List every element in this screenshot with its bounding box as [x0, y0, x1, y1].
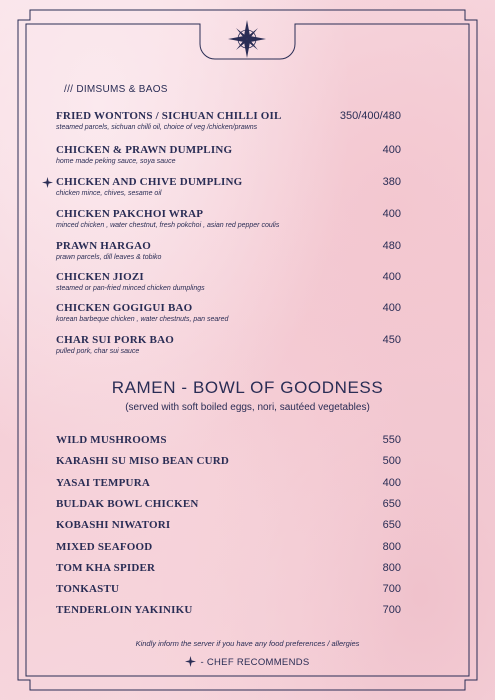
menu-item-description: korean barbeque chicken , water chestnuts, pan seared [56, 316, 229, 323]
chef-legend-text: - CHEF RECOMMENDS [200, 657, 310, 668]
menu-item [56, 334, 401, 357]
ramen-item [56, 541, 401, 555]
menu-item-description: prawn parcels, dill leaves & tobiko [56, 254, 162, 261]
ramen-item-price: 550 [382, 434, 401, 446]
ramen-item [56, 519, 401, 533]
menu-item-name: CHICKEN PAKCHOI WRAP [56, 208, 204, 220]
menu-item-name: CHICKEN AND CHIVE DUMPLING [56, 176, 243, 188]
ramen-item-name: TENDERLOIN YAKINIKU [56, 604, 193, 617]
menu-item-name: CHICKEN GOGIGUI BAO [56, 302, 193, 314]
menu-item-price: 480 [382, 240, 401, 252]
menu-item-name: CHAR SUI PORK BAO [56, 334, 174, 346]
allergy-note: Kindly inform the server if you have any food preferences / allergies [135, 639, 360, 648]
menu-item-description: steamed or pan-fried minced chicken dumplings [56, 285, 205, 292]
menu-item-description: pulled pork, char sui sauce [56, 348, 140, 355]
section-label-dimsums: /// DIMSUMS & BAOS [64, 84, 168, 95]
menu-item-price: 400 [382, 271, 401, 283]
ramen-item-name: KOBASHI NIWATORI [56, 519, 171, 532]
ramen-item-price: 700 [382, 583, 401, 596]
ramen-item [56, 455, 401, 469]
chef-legend [0, 656, 495, 668]
ramen-item-price: 650 [382, 497, 401, 510]
menu-item-description: steamed parcels, sichuan chilli oil, choice of veg /chicken/prawns [56, 124, 258, 131]
ramen-item [56, 583, 401, 597]
menu-item-name: CHICKEN JIOZI [56, 271, 144, 283]
menu-item-price: 400 [382, 208, 401, 220]
ramen-title: RAMEN - BOWL OF GOODNESS [111, 378, 384, 397]
ramen-item-name: TOM KHA SPIDER [56, 561, 156, 574]
menu-item-name: FRIED WONTONS / SICHUAN CHILLI OIL [56, 110, 282, 122]
menu-item [56, 208, 401, 231]
menu-item-price: 400 [382, 144, 401, 156]
ramen-item [56, 498, 401, 512]
menu-item-price: 450 [382, 334, 401, 346]
ramen-item-name: TONKASTU [56, 583, 120, 596]
menu-item-description: home made peking sauce, soya sauce [56, 158, 176, 165]
ramen-item-name: BULDAK BOWL CHICKEN [56, 497, 199, 510]
menu-item-name: PRAWN HARGAO [56, 240, 151, 252]
menu-item [56, 176, 401, 199]
menu-item-description: chicken mince, chives, sesame oil [56, 190, 162, 197]
menu-item [56, 110, 401, 133]
ramen-item-price: 500 [382, 455, 401, 468]
ramen-item [56, 477, 401, 491]
ramen-item-price: 650 [382, 519, 401, 532]
menu-item [56, 302, 401, 325]
ramen-subtitle: (served with soft boiled eggs, nori, sautéed vegetables) [125, 402, 370, 413]
menu-item [56, 271, 401, 294]
menu-item-price: 350/400/480 [339, 110, 401, 122]
ramen-item-price: 800 [382, 540, 401, 553]
ramen-item-price: 700 [382, 604, 401, 617]
ramen-item [56, 604, 401, 618]
star-icon [185, 656, 196, 667]
ramen-item-price: 800 [382, 561, 401, 574]
star-icon [42, 177, 53, 188]
ramen-item-name: WILD MUSHROOMS [56, 434, 167, 446]
menu-item-price: 400 [382, 302, 401, 314]
ramen-item [56, 562, 401, 576]
menu-item [56, 240, 401, 263]
menu-item-description: minced chicken , water chestnut, fresh pokchoi , asian red pepper coulis [56, 222, 280, 229]
menu-item-name: CHICKEN & PRAWN DUMPLING [56, 144, 233, 156]
ramen-item-name: MIXED SEAFOOD [56, 540, 153, 553]
ramen-item-price: 400 [382, 476, 401, 489]
menu-item [56, 144, 401, 167]
ramen-item-name: YASAI TEMPURA [56, 476, 150, 489]
ramen-item-name: KARASHI SU MISO BEAN CURD [56, 455, 230, 468]
menu-item-price: 380 [382, 176, 401, 188]
ramen-item [56, 434, 401, 448]
